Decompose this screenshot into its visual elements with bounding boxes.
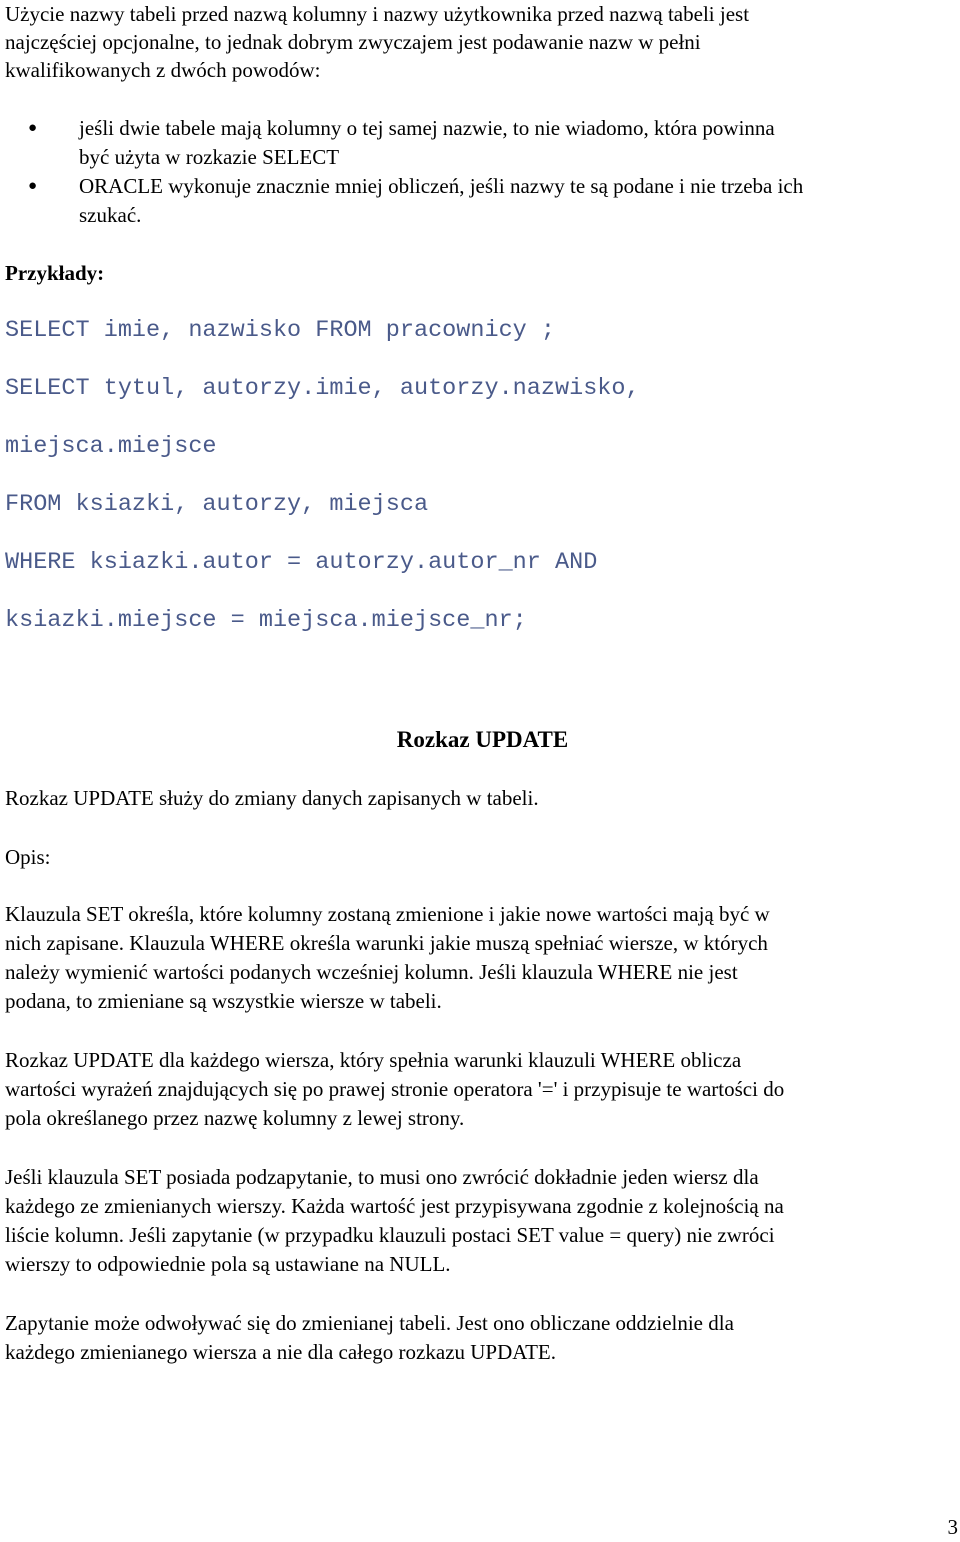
intro-line-2: najczęściej opcjonalne, to jednak dobrym zwyczajem jest podawanie nazw w pełni [5, 30, 701, 54]
paragraph-1-line: nich zapisane. Klauzula WHERE określa warunki jakie muszą spełniać wiersze, w których [5, 931, 768, 955]
paragraph-1-line: podana, to zmieniane są wszystkie wiersze w tabeli. [5, 989, 442, 1013]
paragraph-1-line: należy wymienić wartości podanych wcześniej kolumn. Jeśli klauzula WHERE nie jest [5, 960, 738, 984]
paragraph-3-line: wierszy to odpowiednie pola są ustawiane na NULL. [5, 1252, 451, 1276]
intro-line-1: Użycie nazwy tabeli przed nazwą kolumny i nazwy użytkownika przed nazwą tabeli jest [5, 2, 750, 26]
bullet-2-line-2: szukać. [79, 203, 142, 227]
code-line: WHERE ksiazki.autor = autorzy.autor_nr AND [5, 549, 598, 576]
paragraph-3-line: Jeśli klauzula SET posiada podzapytanie, to musi ono zwrócić dokładnie jeden wiersz dla [5, 1165, 759, 1189]
paragraph-3-line: liście kolumn. Jeśli zapytanie (w przypadku klauzuli postaci SET value = query) nie zwróci [5, 1223, 775, 1247]
paragraph-4-line: każdego zmienianego wiersza a nie dla całego rozkazu UPDATE. [5, 1340, 557, 1364]
paragraph-3-line: każdego ze zmienianych wierszy. Każda wartość jest przypisywana zgodnie z kolejnością na [5, 1194, 784, 1218]
section-intro: Rozkaz UPDATE służy do zmiany danych zapisanych w tabeli. [5, 786, 539, 810]
page-number: 3 [947, 1515, 958, 1539]
paragraph-2-line: wartości wyrażeń znajdujących się po prawej stronie operatora '=' i przypisuje te wartości do [5, 1077, 785, 1101]
bullet-dot-icon: ● [28, 178, 38, 194]
opis-label: Opis: [5, 845, 51, 869]
bullet-2-line-1: ORACLE wykonuje znacznie mniej obliczeń, jeśli nazwy te są podane i nie trzeba ich [79, 174, 804, 198]
paragraph-1-line: Klauzula SET określa, które kolumny zostaną zmienione i jakie nowe wartości mają być w [5, 902, 770, 926]
examples-heading: Przykłady: [5, 261, 105, 285]
paragraph-2-line: pola określanego przez nazwę kolumny z lewej strony. [5, 1106, 465, 1130]
bullet-dot-icon: ● [28, 120, 38, 136]
paragraph-4-line: Zapytanie może odwoływać się do zmienianej tabeli. Jest ono obliczane oddzielnie dla [5, 1311, 734, 1335]
code-line: miejsca.miejsce [5, 433, 217, 460]
intro-line-3: kwalifikowanych z dwóch powodów: [5, 58, 321, 82]
code-line: SELECT tytul, autorzy.imie, autorzy.nazwisko, [5, 375, 640, 402]
paragraph-2-line: Rozkaz UPDATE dla każdego wiersza, który spełnia warunki klauzuli WHERE oblicza [5, 1048, 742, 1072]
bullet-1-line-2: być użyta w rozkazie SELECT [79, 145, 340, 169]
code-line: SELECT imie, nazwisko FROM pracownicy ; [5, 317, 555, 344]
code-line: ksiazki.miejsce = miejsca.miejsce_nr; [5, 607, 527, 634]
code-line: FROM ksiazki, autorzy, miejsca [5, 491, 429, 518]
bullet-1-line-1: jeśli dwie tabele mają kolumny o tej samej nazwie, to nie wiadomo, która powinna [79, 116, 775, 140]
section-title: Rozkaz UPDATE [396, 727, 569, 752]
